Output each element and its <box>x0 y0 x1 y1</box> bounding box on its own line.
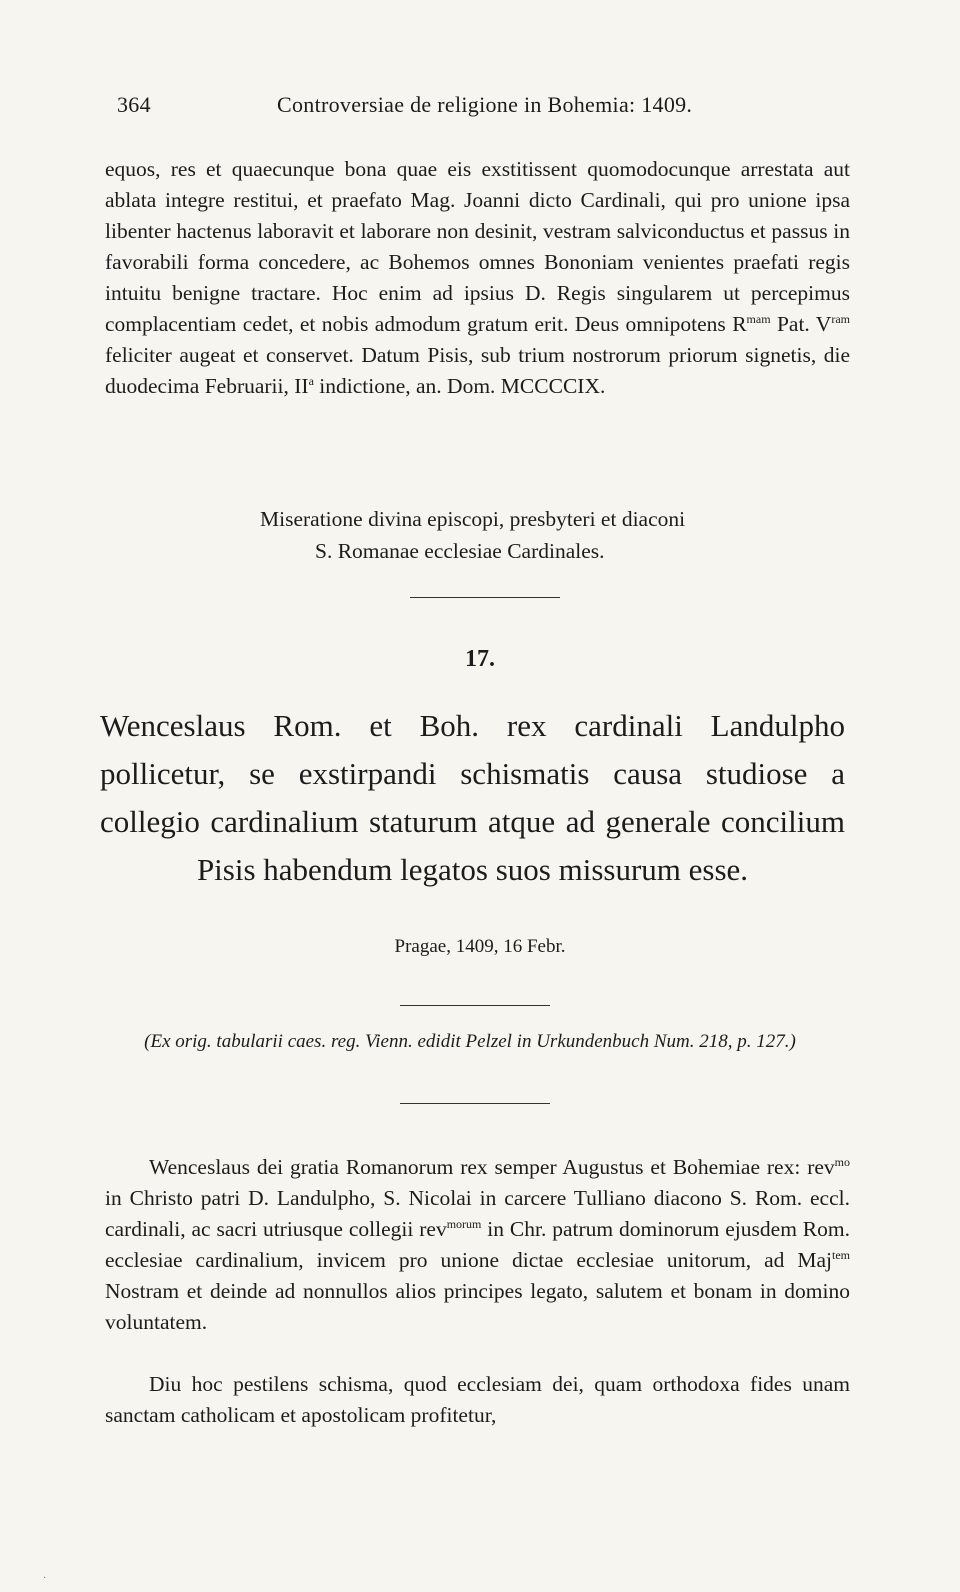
signature-line-1: Miseratione divina episcopi, presbyteri et diaconi <box>260 507 686 531</box>
page-number: 364 <box>117 92 151 117</box>
place-date: Pragae, 1409, 16 Febr. <box>394 936 566 957</box>
separator-rule <box>400 1005 550 1006</box>
continued-paragraph: equos, res et quaecunque bona quae eis exstitissent quomodocunque arrestata aut ablata integre restitui, et praefato Mag. Joanni dicto Cardinali, qui pro unione ipsa libenter hactenus laboravit et laborare non desinit, vestram salviconductus et passus in favorabili forma concedere, ac Bohemos omnes Bononiam venientes praefati regis intuitu benigne tractare. Hoc enim ad ipsius D. Regis singularem ut percepimus complacentiam cedet, et nobis admodum gratum erit. Deus omnipotens $R^{mam}$ Pat. $V^{ram}$ feliciter augeat et conservet. Datum Pisis, sub trium nostrorum priorum signetis, die duodecima Februarii, $II^a$ indictione, an. Dom. MCCCCIX. <box>105 157 850 398</box>
document-number: 17. <box>465 646 495 672</box>
document-summary: Wenceslaus Rom. et Boh. rex cardinali Landulpho pollicetur, se exstirpandi schismatis causa studiose a collegio cardinalium staturum atque ad generale concilium Pisis habendum legatos suos missurum esse. <box>100 708 845 887</box>
letter-salutation-paragraph: Wenceslaus dei gratia Romanorum rex semper Augustus et Bohemiae rex: rev$^{mo}$ in Christo patri D. Landulpho, S. Nicolai in carcere Tulliano diacono S. Rom. eccl. cardinali, ac sacri utriusque collegii rev$^{morum}$ in Chr. patrum dominorum ejusdem Rom. ecclesiae cardinalium, invicem pro unione dictae ecclesiae unitorum, ad Maj$^{tem}$ Nostram et deinde ad nonnullos alios principes legato, salutem et bonam in domino voluntatem. <box>105 1154 850 1334</box>
signature-block <box>260 503 860 567</box>
letter-body-paragraph: Diu hoc pestilens schisma, quod ecclesiam dei, quam orthodoxa fides unam sanctam catholicam et apostolicam profitetur, <box>105 1372 850 1427</box>
scan-speck: · <box>43 1573 47 1584</box>
running-title: Controversiae de religione in Bohemia: 1409. <box>277 92 693 117</box>
separator-rule <box>400 1103 550 1104</box>
source-note: (Ex orig. tabularii caes. reg. Vienn. edidit Pelzel in Urkundenbuch Num. 218, p. 127.) <box>144 1031 796 1052</box>
separator-rule <box>410 597 560 598</box>
signature-line-2: S. Romanae ecclesiae Cardinales. <box>315 539 605 563</box>
